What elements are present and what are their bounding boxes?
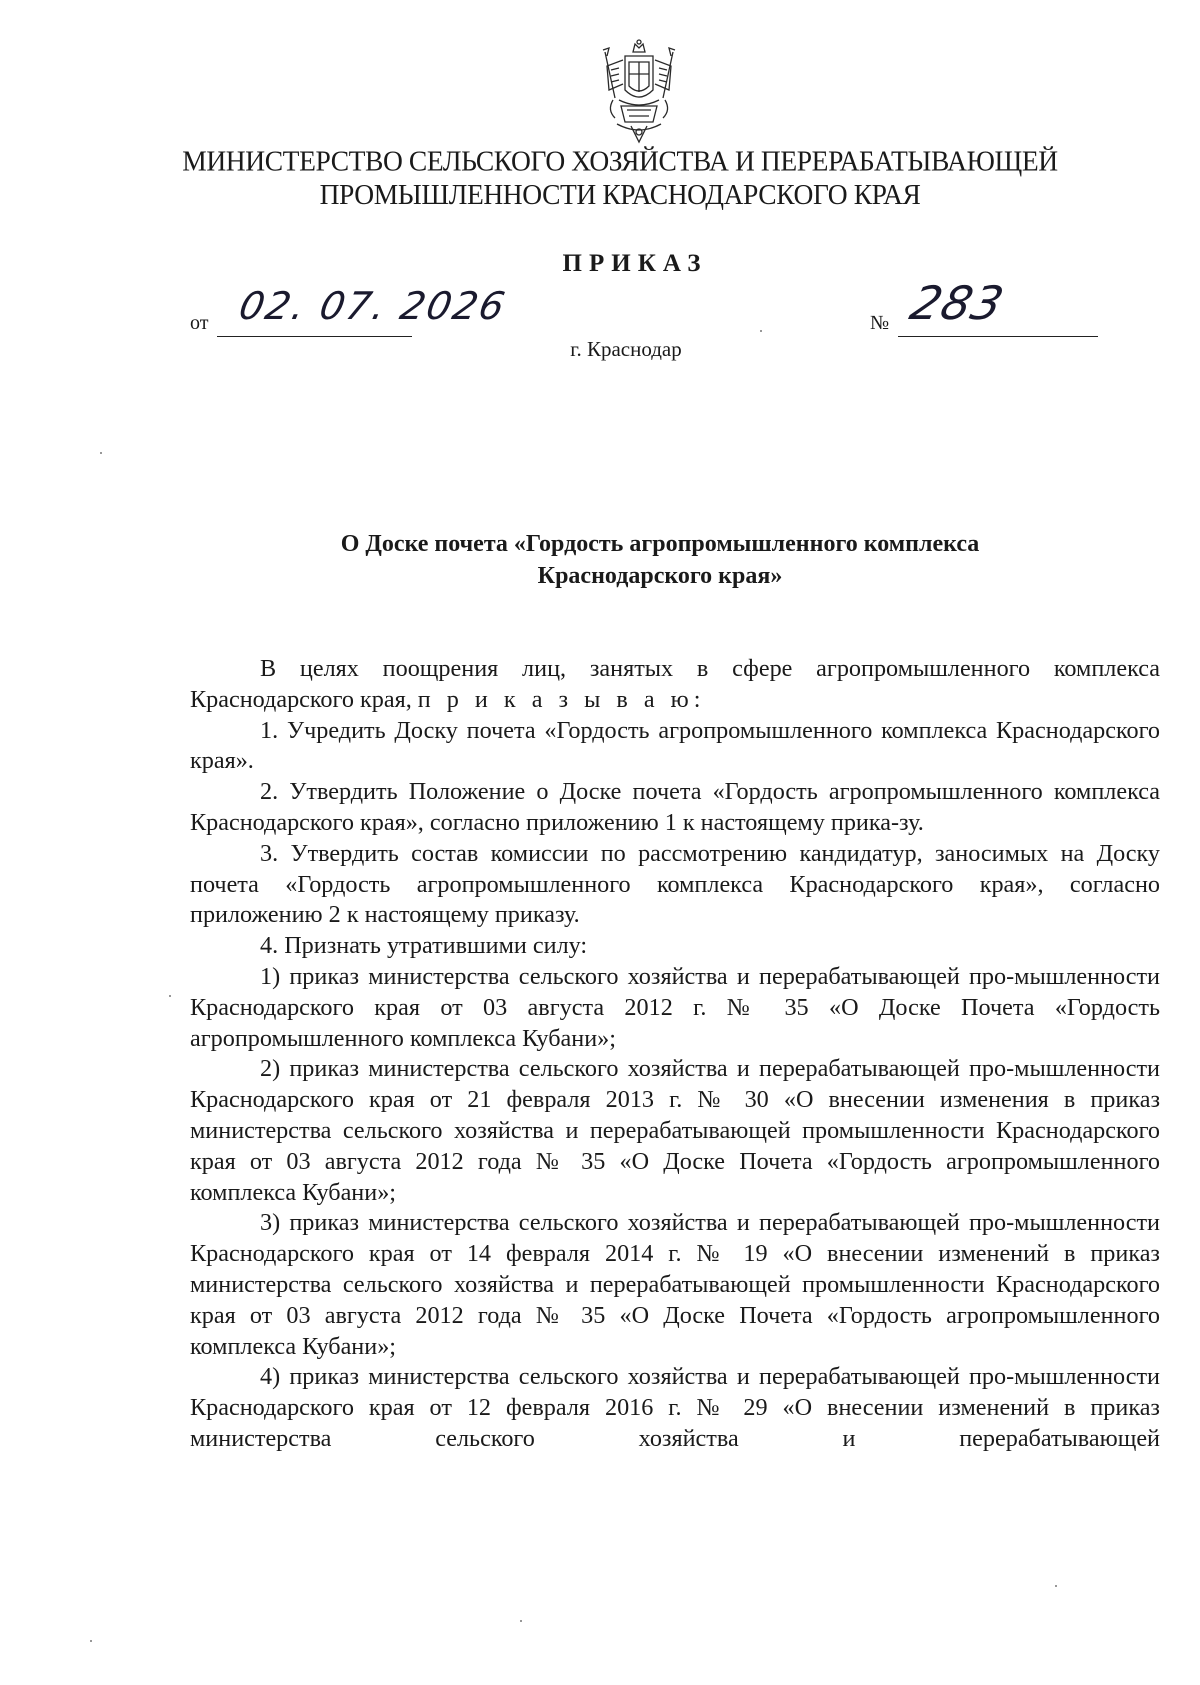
coat-of-arms-icon — [597, 38, 681, 146]
order-type-title: ПРИКАЗ — [562, 250, 708, 277]
number-prefix: № — [870, 312, 890, 334]
handwritten-date: 02. 07. 2026 — [235, 284, 511, 328]
scan-speck — [520, 1620, 522, 1622]
body-paragraph: 4. Признать утратившими силу: — [260, 932, 588, 960]
body-paragraph: 3) приказ министерства сельского хозяйства и перерабатывающей про-мышленности Краснодарского края от 14 февраля 2014 г. № 19 «О внесении изменений в приказ министерства сельского хозяйства и перерабатывающей промышленности Краснодарского края от 03 августа 2012 года № 35 «О Доске Почета «Гордость агропромышленного комплекса Кубани»; — [190, 1209, 1160, 1360]
document-heading-line-2: Краснодарского края» — [537, 563, 783, 589]
scan-speck — [90, 1640, 92, 1642]
body-paragraph: 4) приказ министерства сельского хозяйства и перерабатывающей про-мышленности Краснодарского края от 12 февраля 2016 г. № 29 «О внесении изменений в приказ министерства сельского хозяйства и перерабатывающей — [190, 1363, 1160, 1452]
scan-speck — [169, 995, 171, 997]
body-paragraph: В целях поощрения лиц, занятых в сфере агропромышленного комплекса Краснодарского края, п р и к а з ы в а ю: — [190, 655, 1160, 713]
body-paragraph: 2) приказ министерства сельского хозяйства и перерабатывающей про-мышленности Краснодарского края от 21 февраля 2013 г. № 30 «О внесении изменения в приказ министерства сельского хозяйства и перерабатывающей промышленности Краснодарского края от 03 августа 2012 года № 35 «О Доске Почета «Гордость агропромышленного комплекса Кубани»; — [190, 1055, 1160, 1206]
ministry-name-line-2: ПРОМЫШЛЕННОСТИ КРАСНОДАРСКОГО КРАЯ — [319, 178, 921, 211]
ministry-name-line-1: МИНИСТЕРСТВО СЕЛЬСКОГО ХОЗЯЙСТВА И ПЕРЕРАБАТЫВАЮЩЕЙ — [182, 144, 1058, 177]
body-paragraph: 2. Утвердить Положение о Доске почета «Гордость агропромышленного комплекса Краснодарского края», согласно приложению 1 к настоящему прика-зу. — [190, 778, 1160, 836]
date-prefix: от — [190, 312, 209, 334]
spaced-order-word: п р и к а з ы в а ю: — [417, 685, 706, 713]
issue-city: г. Краснодар — [570, 337, 682, 361]
body-paragraph: 1) приказ министерства сельского хозяйства и перерабатывающей про-мышленности Краснодарского края от 03 августа 2012 г. № 35 «О Доске Почета «Гордость агропромышленного комплекса Кубани»; — [190, 962, 1160, 1052]
order-date-number-row — [190, 276, 1110, 342]
body-paragraph: 1. Учредить Доску почета «Гордость агропромышленного комплекса Краснодарского края». — [190, 716, 1160, 775]
document-heading — [140, 528, 1140, 592]
scan-speck — [1055, 1585, 1057, 1587]
ministry-name — [140, 144, 1100, 211]
scan-speck — [100, 452, 102, 454]
handwritten-number: 283 — [904, 276, 1011, 330]
scan-speck — [760, 330, 762, 332]
body-paragraph: 3. Утвердить состав комиссии по рассмотрению кандидатур, заносимых на Доску почета «Гордость агропромышленного комплекса Краснодарского края», согласно приложению 2 к настоящему приказу. — [190, 839, 1160, 929]
document-body — [190, 654, 1160, 1455]
document-heading-line-1: О Доске почета «Гордость агропромышленного комплекса — [340, 531, 980, 557]
